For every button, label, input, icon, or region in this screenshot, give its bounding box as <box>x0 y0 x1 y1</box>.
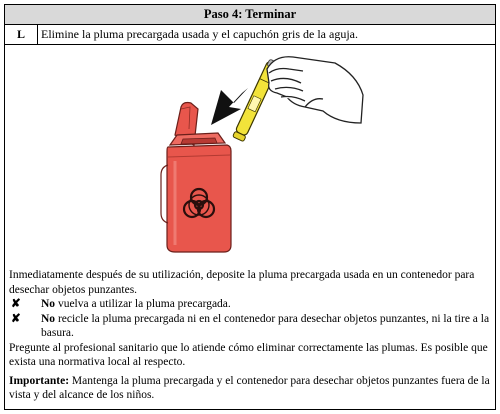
disposal-illustration-svg <box>5 45 495 268</box>
sharps-container-icon <box>161 103 231 253</box>
bullet-bold: No <box>41 298 56 310</box>
bullet-bold: No <box>41 312 56 325</box>
step-letter: L <box>5 25 38 44</box>
instructions-body <box>5 268 495 403</box>
step-header: Paso 4: Terminar <box>5 5 495 25</box>
bullet-text: recicle la pluma precargada ni en el contenedor para desechar objetos punzantes, ni la tire a la basura. <box>41 312 490 339</box>
important-paragraph <box>9 374 491 403</box>
disposal-illustration <box>5 45 495 268</box>
step-row <box>5 25 495 45</box>
important-label: Importante: <box>9 374 70 387</box>
advice-paragraph: Pregunte al profesional sanitario que lo atiende cómo eliminar correctamente las plumas. Es posible que exista una normativa local al respecto. <box>9 341 488 368</box>
bullet-text: vuelva a utilizar la pluma precargada. <box>55 298 231 310</box>
cross-mark-icon: ✘ <box>11 298 21 310</box>
bullet-item <box>9 312 491 341</box>
instruction-box <box>4 4 496 410</box>
important-text: Mantenga la pluma precargada y el contenedor para desechar objetos punzantes fuera de la vista y del alcance de los niños. <box>9 374 490 401</box>
cross-mark-icon: ✘ <box>11 312 21 325</box>
bullet-item <box>9 297 491 312</box>
intro-paragraph: Inmediatamente después de su utilización, deposite la pluma precargada usada en un contenedor para desechar objetos punzantes. <box>9 269 475 296</box>
step-text: Elimine la pluma precargada usada y el capuchón gris de la aguja. <box>41 27 358 41</box>
hand-icon <box>267 57 363 123</box>
